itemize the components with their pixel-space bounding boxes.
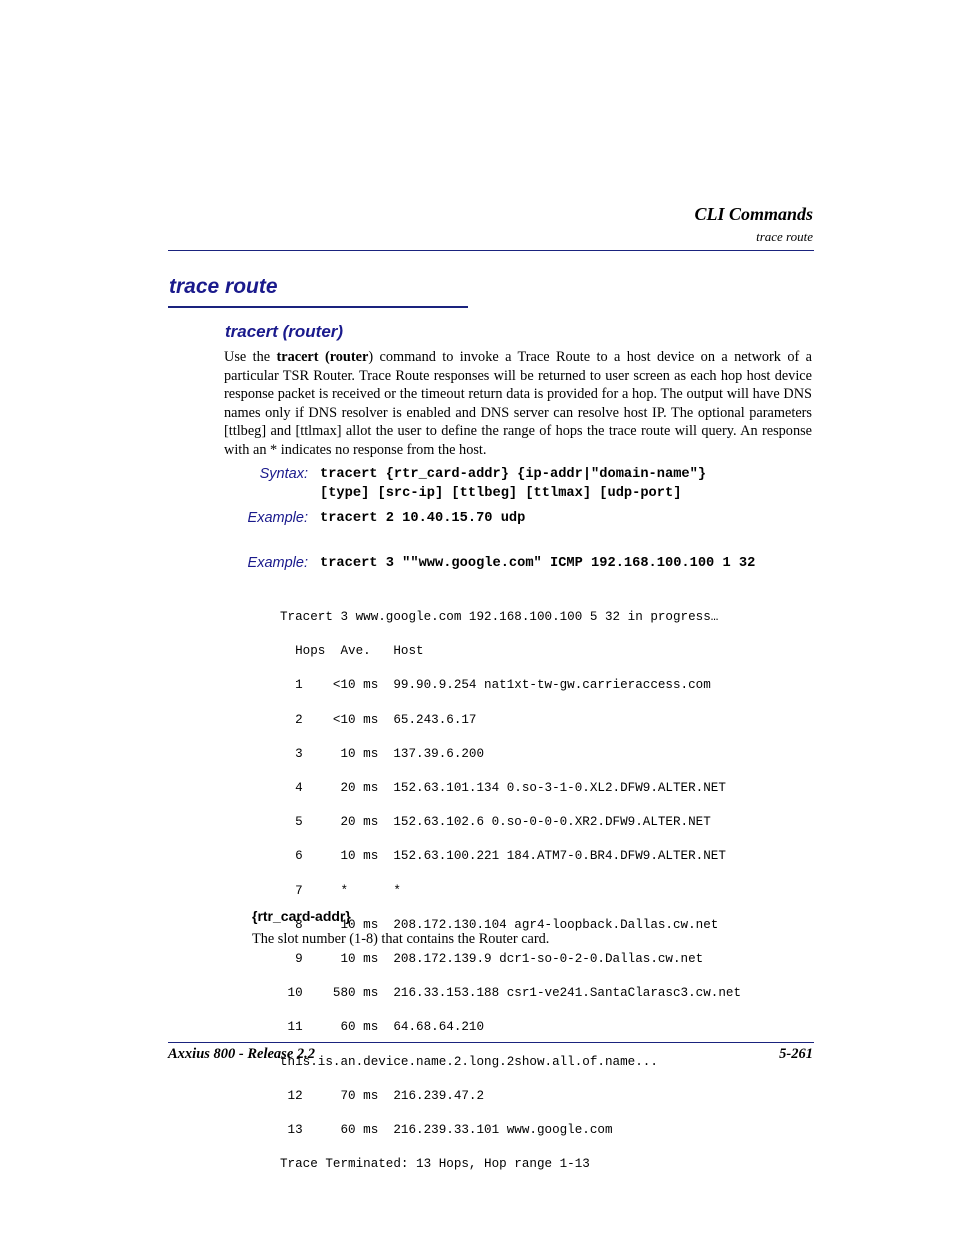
trace-line: 6 10 ms 152.63.100.221 184.ATM7-0.BR4.DFW9.ALTER.NET xyxy=(280,849,726,864)
trace-line: 8 10 ms 208.172.130.104 agr4-loopback.Dallas.cw.net xyxy=(280,917,719,932)
example-label-1: Example: xyxy=(247,510,308,526)
trace-line: 2 <10 ms 65.243.6.17 xyxy=(280,712,477,727)
footer-product: Axxius 800 - Release 2.2 xyxy=(168,1046,316,1062)
footer-rule xyxy=(168,1042,814,1043)
trace-line: Hops Ave. Host xyxy=(280,644,424,659)
section-rule xyxy=(168,306,468,308)
intro-command-name: tracert xyxy=(276,349,319,365)
parameter-name: {rtr_card-addr} xyxy=(252,908,351,924)
intro-text-start: Use the xyxy=(224,349,277,365)
syntax-line-2: [type] [src-ip] [ttlbeg] [ttlmax] [udp-port] xyxy=(320,486,682,501)
trace-line: 12 70 ms 216.239.47.2 xyxy=(280,1088,485,1103)
intro-command-context: (router xyxy=(324,349,369,365)
intro-paragraph xyxy=(224,348,812,459)
trace-output xyxy=(280,592,741,1190)
trace-line: 1 <10 ms 99.90.9.254 nat1xt-tw-gw.carrieraccess.com xyxy=(280,678,711,693)
trace-line: 7 * * xyxy=(280,883,401,898)
trace-line: Tracert 3 www.google.com 192.168.100.100 5 32 in progress… xyxy=(280,610,719,625)
trace-line: this.is.an.device.name.2.long.2show.all.of.name... xyxy=(280,1054,658,1069)
syntax-label: Syntax: xyxy=(259,466,308,482)
example-command-2: tracert 3 ""www.google.com" ICMP 192.168.100.100 1 32 xyxy=(320,556,756,571)
syntax-line-1: tracert {rtr_card-addr} {ip-addr|"domain-name"} xyxy=(320,467,707,482)
trace-line: 9 10 ms 208.172.139.9 dcr1-so-0-2-0.Dallas.cw.net xyxy=(280,951,704,966)
trace-line: 11 60 ms 64.68.64.210 xyxy=(280,1020,485,1035)
example-command-1: tracert 2 10.40.15.70 udp xyxy=(320,511,526,526)
example-label-2: Example: xyxy=(247,555,308,571)
intro-paren: ) xyxy=(368,349,374,365)
running-header-subtitle: trace route xyxy=(756,229,813,244)
trace-line: 3 10 ms 137.39.6.200 xyxy=(280,746,485,761)
intro-text-rest: command to invoke a Trace Route to a host device on a network of a particular TSR Router. Trace Route responses will be returned to user screen as each hop host device response packet is received or the timeout return data is provided for a hop. The output will have DNS names only if DNS resolver is enabled and DNS server can resolve host IP. The optional parameters [ttlbeg] and [ttlmax] allot the user to define the range of hops the trace route will query. An response with an * indicates no response from the host. xyxy=(224,349,812,458)
parameter-description: The slot number (1-8) that contains the Router card. xyxy=(252,931,550,947)
trace-line: 13 60 ms 216.239.33.101 www.google.com xyxy=(280,1122,613,1137)
page-number: 5-261 xyxy=(779,1046,813,1062)
trace-line: Trace Terminated: 13 Hops, Hop range 1-13 xyxy=(280,1157,590,1172)
trace-line: 5 20 ms 152.63.102.6 0.so-0-0-0.XR2.DFW9.ALTER.NET xyxy=(280,815,711,830)
trace-line: 10 580 ms 216.33.153.188 csr1-ve241.SantaClarasc3.cw.net xyxy=(280,986,742,1001)
header-rule xyxy=(168,250,814,251)
running-header-title: CLI Commands xyxy=(694,204,813,224)
subsection-title: tracert (router) xyxy=(225,322,344,341)
section-title: trace route xyxy=(169,275,278,298)
trace-line: 4 20 ms 152.63.101.134 0.so-3-1-0.XL2.DFW9.ALTER.NET xyxy=(280,781,726,796)
